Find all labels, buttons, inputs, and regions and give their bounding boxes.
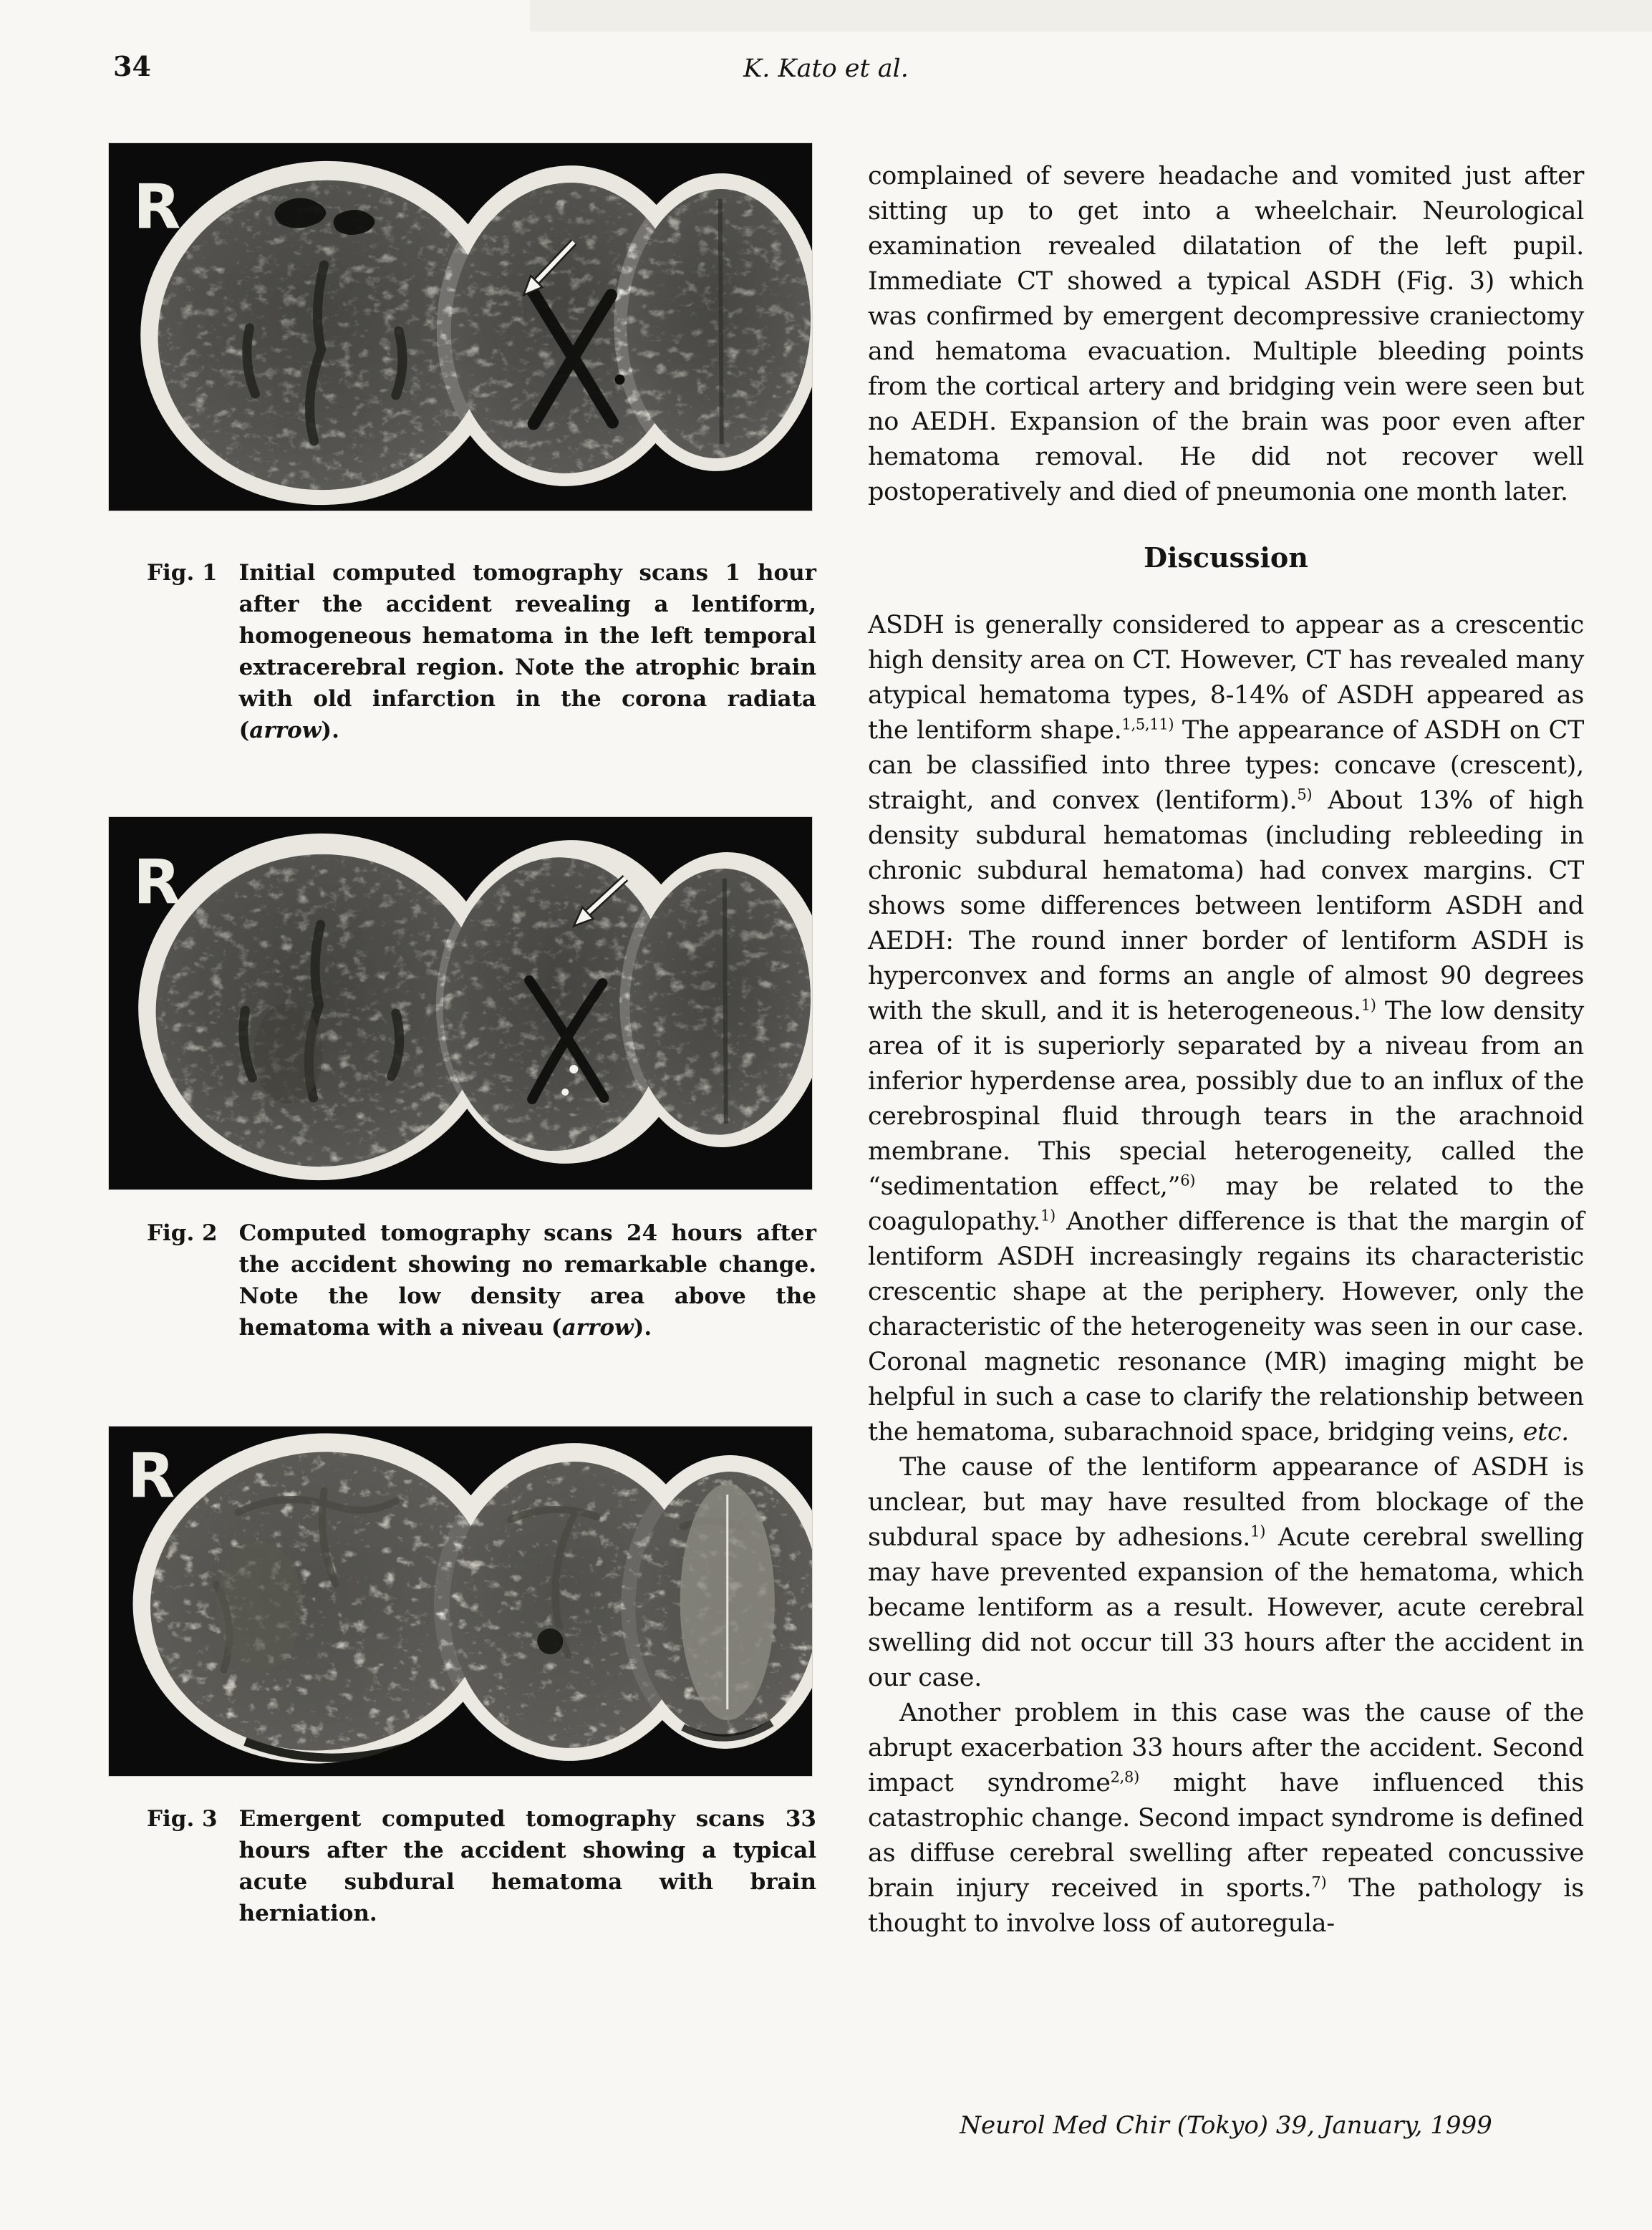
running-head: K. Kato et al. — [743, 54, 909, 83]
low-density-patch — [253, 1003, 322, 1104]
ct-scan-image — [109, 143, 812, 511]
figure-label: Fig. 2 — [147, 1220, 218, 1246]
hemorrhage-dot — [537, 1628, 563, 1654]
falx-line — [720, 199, 722, 444]
low-density-patch — [216, 1541, 302, 1670]
ct-scan-image — [109, 1427, 812, 1776]
falx-line — [725, 879, 726, 1124]
figure-1-ct-image — [109, 143, 812, 511]
figure-label: Fig. 1 — [147, 560, 218, 586]
figure-2-caption — [147, 1217, 816, 1343]
figure-caption-text: Emergent computed tomography scans 33 hours after the accident showing a typical acute subdural hematoma with brain herniation. — [238, 1806, 816, 1926]
orientation-marker-r: R — [133, 846, 181, 918]
orientation-marker-r: R — [127, 1440, 175, 1512]
figure-caption-text: Computed tomography scans 24 hours after the accident showing no remarkable change. Note the low density area above the hematoma with a niveau (arrow). — [238, 1220, 816, 1341]
figure-3-ct-image — [109, 1427, 812, 1776]
article-text-column — [868, 159, 1584, 1941]
figure-caption-text: Initial computed tomography scans 1 hour after the accident revealing a lentiform, homogeneous hematoma in the left temporal extracerebral region. Note the atrophic brain with old infarction in the corona radiata (arrow). — [238, 560, 816, 743]
continuation-paragraph: complained of severe headache and vomited just after sitting up to get into a wheelchair. Neurological examination revealed dilatation of the left pupil. Immediate CT showed a typical ASDH (Fig. 3) which was confirmed by emergent decompressive craniectomy and hematoma evacuation. Multiple bleeding points from the cortical artery and bridging vein were seen but no AEDH. Expansion of the brain was poor even after hematoma removal. He did not recover well postoperatively and died of pneumonia one month later. — [868, 162, 1584, 506]
figure-3-caption — [147, 1803, 816, 1929]
ct-scan-image — [109, 817, 812, 1189]
section-heading: Discussion — [1144, 541, 1308, 574]
page-number: 34 — [113, 50, 151, 82]
discussion-paragraph-2: The cause of the lentiform appearance of ASDH is unclear, but may have resulted from blockage of the subdural space by adhesions.$^{1)}$ Acute cerebral swelling may have prevented expansion of the hematoma, which became lentiform as a result. However, acute cerebral swelling did not occur till 33 hours after the accident in our case. — [868, 1453, 1584, 1692]
figure-1-caption — [147, 557, 816, 746]
figure-label: Fig. 3 — [147, 1806, 218, 1832]
infarction-dot — [614, 375, 624, 385]
discussion-paragraph-1: ASDH is generally considered to appear as a crescentic high density area on CT. However, CT has revealed many atypical hematoma types, 8-14% of ASDH appeared as the lentiform shape.$^{1,5,11)}$ The appearance of ASDH on CT can be classified into three types: concave (crescent), straight, and convex (lentiform).$^{5)}$ About 13% of high density subdural hematomas (including rebleeding in chronic subdural hematoma) had convex margins. CT shows some differences between lentiform ASDH and AEDH: The round inner border of lentiform ASDH is hyperconvex and forms an angle of almost 90 degrees with the skull, and it is heterogeneous.$^{1)}$ The low density area of it is superiorly separated by a niveau from an inferior hyperdense area, possibly due to an influx of the cerebrospinal fluid through tears in the arachnoid membrane. This special heterogeneity, called the “sedimentation effect,”$^{6)}$ may be related to the coagulopathy.$^{1)}$ Another difference is that the margin of lentiform ASDH increasingly regains its characteristic crescentic shape at the periphery. However, only the characteristic of the heterogeneity was seen in our case. Coronal magnetic resonance (MR) imaging might be helpful in such a case to clarify the relationship between the hematoma, subarachnoid space, bridging veins, etc. — [868, 611, 1584, 1447]
orientation-marker-r: R — [133, 171, 181, 243]
figure-2-ct-image — [109, 817, 812, 1189]
journal-footer: Neurol Med Chir (Tokyo) 39, January, 1999 — [960, 2111, 1492, 2140]
scan-artifact-shade — [530, 0, 1652, 32]
discussion-paragraph-3: Another problem in this case was the cause of the abrupt exacerbation 33 hours after the accident. Second impact syndrome$^{2,8)}$ might have influenced this catastrophic change. Second impact syndrome is defined as diffuse cerebral swelling after repeated concussive brain injury received in sports.$^{7)}$ The pathology is thought to involve loss of autoregula- — [868, 1699, 1584, 1938]
